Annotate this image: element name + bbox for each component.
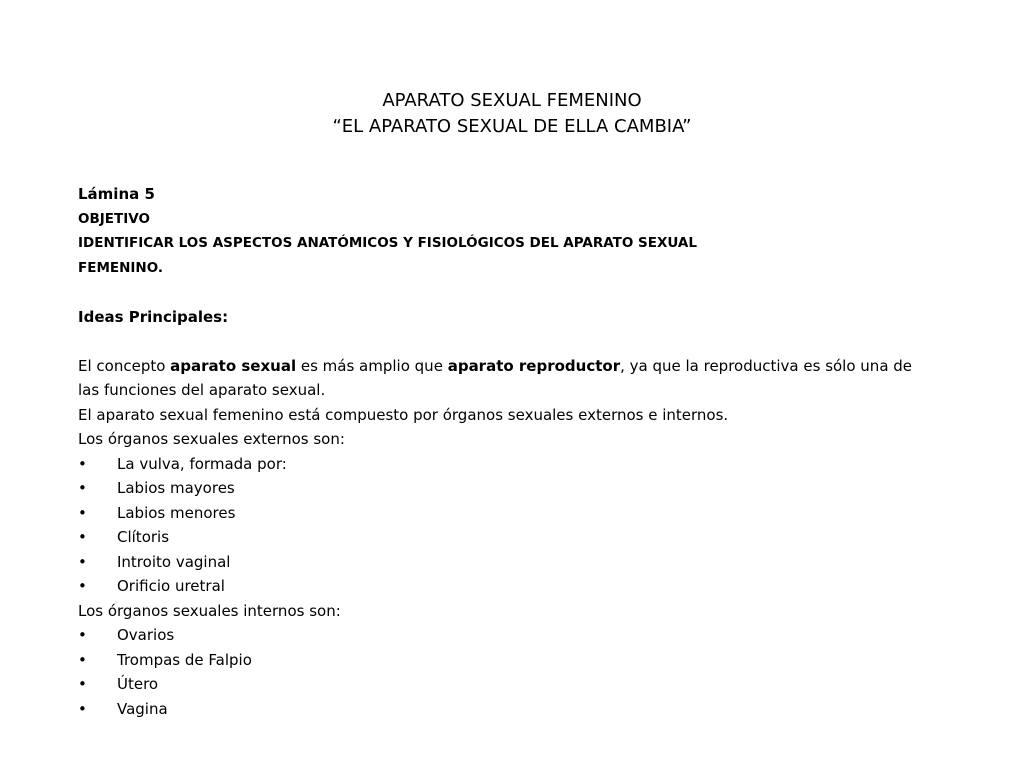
- list-item-text: Labios mayores: [117, 479, 235, 497]
- bullet-icon: •: [78, 577, 87, 595]
- internos-list: [78, 623, 958, 721]
- list-item-text: Introito vaginal: [117, 552, 231, 571]
- page-subtitle: “EL APARATO SEXUAL DE ELLA CAMBIA”: [332, 116, 692, 137]
- list-item: [78, 452, 958, 477]
- bullet-icon: •: [78, 675, 87, 693]
- spacer: [78, 329, 958, 354]
- document-body: [78, 182, 958, 721]
- bullet-icon: •: [78, 503, 87, 522]
- objetivo-text-line2: FEMENINO.: [78, 259, 164, 276]
- text-run: , ya que la reproductiva es sólo una de: [620, 356, 913, 375]
- bullet-icon: •: [78, 699, 87, 718]
- list-item-text: Útero: [117, 675, 159, 693]
- externos-heading: Los órganos sexuales externos son:: [78, 430, 345, 448]
- list-item: [78, 648, 958, 673]
- bullet-icon: •: [78, 650, 87, 669]
- term-aparato-sexual: aparato sexual: [170, 356, 297, 375]
- objetivo-text-line1: IDENTIFICAR LOS ASPECTOS ANATÓMICOS Y FISIOLÓGICOS DEL APARATO SEXUAL: [78, 235, 697, 251]
- bullet-icon: •: [78, 454, 87, 473]
- list-item: [78, 501, 958, 526]
- paragraph-composition: El aparato sexual femenino está compuesto por órganos sexuales externos e internos.: [78, 405, 729, 424]
- text-run: es más amplio que: [296, 356, 448, 375]
- list-item-text: Trompas de Falpio: [117, 650, 252, 669]
- bullet-icon: •: [78, 626, 87, 644]
- bullet-icon: •: [78, 479, 87, 497]
- spacer: [78, 280, 958, 305]
- list-item-text: Clítoris: [117, 528, 170, 546]
- list-item: [78, 476, 958, 501]
- page-title: APARATO SEXUAL FEMENINO: [382, 90, 642, 111]
- externos-list: [78, 452, 958, 599]
- lamina-label: Lámina 5: [78, 185, 155, 203]
- list-item: [78, 623, 958, 648]
- list-item-text: Orificio uretral: [117, 577, 225, 595]
- list-item: [78, 672, 958, 697]
- paragraph-concept: [78, 354, 958, 379]
- list-item-text: Ovarios: [117, 626, 175, 644]
- bullet-icon: •: [78, 552, 87, 571]
- title-block: [0, 88, 1024, 140]
- list-item-text: Labios menores: [117, 503, 236, 522]
- ideas-heading: Ideas Principales:: [78, 307, 229, 326]
- list-item: [78, 550, 958, 575]
- bullet-icon: •: [78, 528, 87, 546]
- list-item-text: La vulva, formada por:: [117, 454, 287, 473]
- list-item-text: Vagina: [117, 699, 168, 718]
- list-item: [78, 574, 958, 599]
- term-aparato-reproductor: aparato reproductor: [447, 356, 621, 375]
- list-item: [78, 697, 958, 722]
- internos-heading: Los órganos sexuales internos son:: [78, 601, 341, 620]
- text-run: El concepto: [78, 356, 171, 375]
- list-item: [78, 525, 958, 550]
- objetivo-label: OBJETIVO: [78, 210, 150, 227]
- paragraph-concept-line2: las funciones del aparato sexual.: [78, 381, 326, 399]
